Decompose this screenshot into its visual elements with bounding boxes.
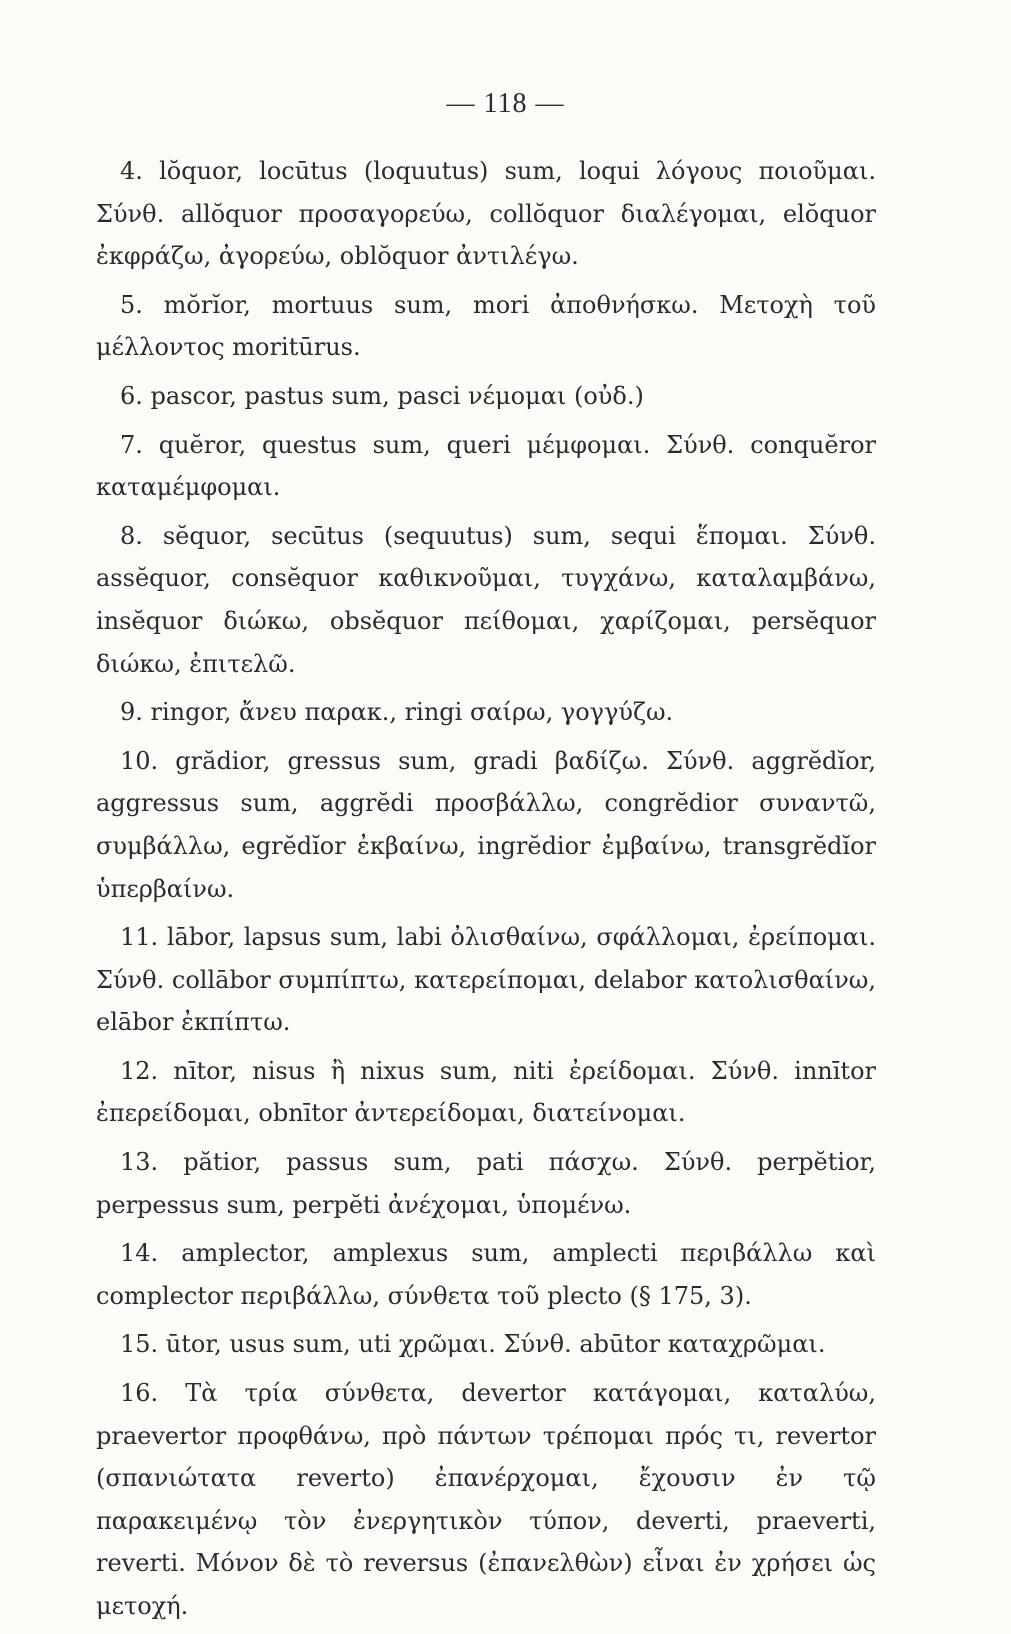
- verb-entry-11: 11. lābor, lapsus sum, labi ὀλισθαίνω, σφάλλομαι, ἐρείπομαι. Σύνθ. collābor συμπίπτω, κατερείπομαι, delabor κατολισθαίνω, elābor ἐκπίπτω.: [96, 923, 876, 1037]
- page-number: — 118 —: [446, 88, 565, 119]
- verb-entry-8: 8. sĕquor, secūtus (sequutus) sum, sequi ἕπομαι. Σύνθ. assĕquor, consĕquor καθικνοῦμαι, τυγχάνω, καταλαμβάνω, insĕquor διώκω, obsĕquor πείθομαι, χαρίζομαι, persĕquor διώκω, ἐπιτελῶ.: [96, 521, 876, 678]
- verb-entry-15: 15. ūtor, usus sum, uti χρῶμαι. Σύνθ. abūtor καταχρῶμαι.: [120, 1330, 826, 1359]
- verb-entry-13: 13. pătior, passus sum, pati πάσχω. Σύνθ. perpĕtior, perpessus sum, perpĕti ἀνέχομαι, ὑπομένω.: [96, 1148, 876, 1219]
- verb-entry-10: 10. grădior, gressus sum, gradi βαδίζω. Σύνθ. aggrĕdĭor, aggressus sum, aggrĕdi προσβάλλω, congrĕdior συναντῶ, συμβάλλω, egrĕdĭor ἐκβαίνω, ingrĕdior ἐμβαίνω, transgrĕdĭor ὑπερβαίνω.: [96, 746, 876, 903]
- verb-entry-12: 12. nītor, nisus ἢ nixus sum, niti ἐρείδομαι. Σύνθ. innītor ἐπερείδομαι, obnītor ἀντερείδομαι, διατείνομαι.: [96, 1056, 876, 1128]
- verb-entry-9: 9. ringor, ἄνευ παρακ., ringi σαίρω, γογγύζω.: [120, 698, 674, 727]
- verb-entry-7: 7. quĕror, questus sum, queri μέμφομαι. Σύνθ. conquĕror καταμέμφομαι.: [96, 430, 876, 502]
- verb-entry-5: 5. mŏrĭor, mortuus sum, mori ἀποθνήσκω. Μετοχὴ τοῦ μέλλοντος moritūrus.: [96, 290, 876, 362]
- verb-entry-6: 6. pascor, pastus sum, pasci νέμομαι (οὐδ.): [120, 381, 644, 410]
- verb-list: [96, 150, 876, 1634]
- verb-entry-16: 16. Τὰ τρία σύνθετα, devertor κατάγομαι, καταλύω, praevertor προφθάνω, πρὸ πάντων τρέπομαι πρός τι, revertor (σπανιώτατα reverto) ἐπανέρχομαι, ἔχουσιν ἐν τῷ παρακειμένῳ τὸν ἐνεργητικὸν τύπον, deverti, praeverti, reverti. Μόνον δὲ τὸ reversus (ἐπανελθὼν) εἶναι ἐν χρήσει ὡς μετοχή.: [96, 1379, 876, 1620]
- verb-entry-4: 4. lŏquor, locūtus (loquutus) sum, loqui λόγους ποιοῦμαι. Σύνθ. allŏquor προσαγορεύω, collŏquor διαλέγομαι, elŏquor ἐκφράζω, ἀγορεύω, oblŏquor ἀντιλέγω.: [96, 157, 876, 271]
- verb-entry-14: 14. amplector, amplexus sum, amplecti περιβάλλω καὶ complector περιβάλλω, σύνθετα τοῦ plecto (§ 175, 3).: [96, 1239, 876, 1310]
